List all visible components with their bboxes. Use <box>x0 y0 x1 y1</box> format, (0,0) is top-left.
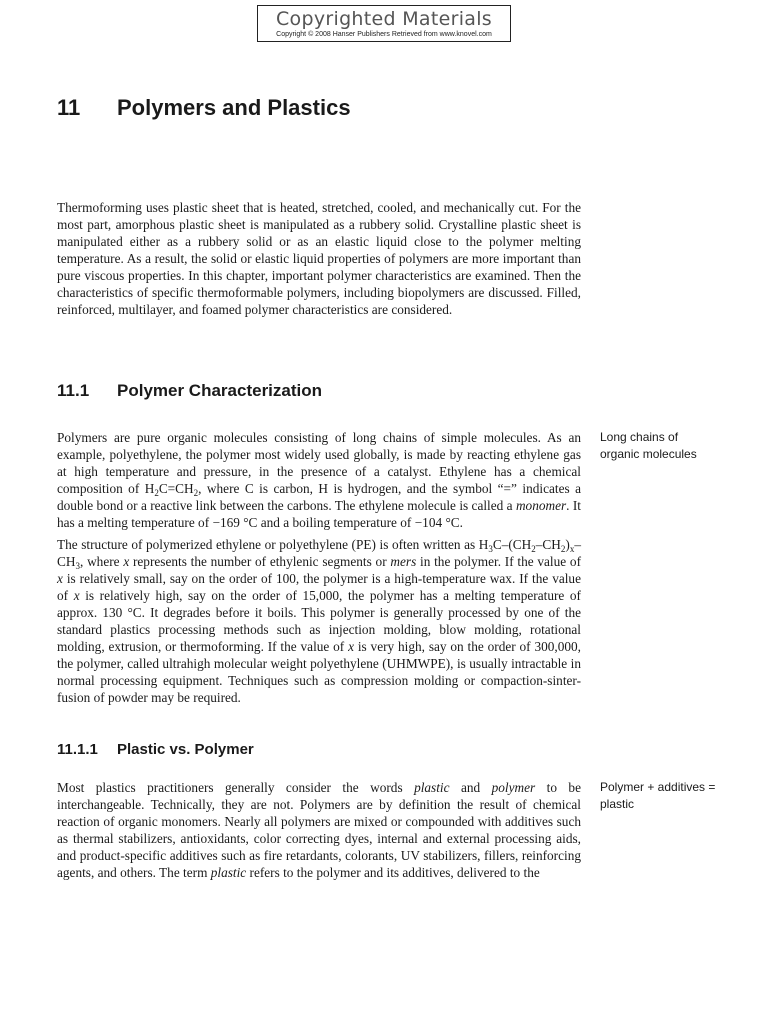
section-heading <box>57 381 322 401</box>
chapter-number: 11 <box>57 95 81 120</box>
margin-note-long-chains: Long chains of organic molecules <box>600 430 697 461</box>
subsection-heading <box>57 741 254 758</box>
section-paragraph-2: The structure of polymerized ethylene or polyethylene (PE) is often written as $H_3C-(CH_2-CH_2)_x-CH_3$, where x represents the number of ethylenic segments or mers in the polymer. If the value of x is relatively small, say on the order of 100, the polymer is a high-temperature wax. If the value of x is relatively high, say on the order of 15,000, the polymer has a melting temperature of approx. 130 °C. It degrades before it boils. This polymer is generally processed by one of the standard plastics processing methods such as injection molding, blow molding, rotational molding, extrusion, or thermoforming. If the value of x is very high, say on the order of 300,000, the polymer, called ultrahigh molecular weight polyethylene (UHMWPE), is usually intractable in normal processing equipment. Techniques such as compression molding or compaction-sinter-fusion of powder may be required. <box>57 537 582 705</box>
copyright-stamp <box>257 5 511 42</box>
intro-paragraph: Thermoforming uses plastic sheet that is heated, stretched, cooled, and mechanically cut. For the most part, amorphous plastic sheet is manipulated as a rubbery solid. Crystalline plastic sheet is manipulated either as a rubbery solid or as an elastic liquid close to the polymer melting temperature. As a result, the solid or elastic liquid properties of polymers are more important than pure viscous properties. In this chapter, important polymer characteristics are examined. Then the characteristics of specific thermoformable polymers, including biopolymers are discussed. Filled, reinforced, multilayer, and foamed polymer characteristics are considered. <box>57 200 581 317</box>
stamp-subtitle: Copyright © 2008 Hanser Publishers Retrieved from www.knovel.com <box>276 31 492 38</box>
chapter-heading <box>57 95 351 121</box>
section-paragraph-1: Polymers are pure organic molecules consisting of long chains of simple molecules. As an example, polyethylene, the polymer most widely used globally, is made by reacting ethylene gas at high temperature and pressure, in the presence of a catalyst. Ethylene has a chemical composition of $H_2C=CH_2$, where C is carbon, H is hydrogen, and the symbol “=” indicates a double bond or a reactive link between the carbons. The ethylene molecule is called a monomer. It has a melting temperature of −169 °C and a boiling temperature of −104 °C. <box>57 430 582 530</box>
subsection-number: 11.1.1 <box>57 741 98 758</box>
margin-note-polymer-additives: Polymer + additives = plastic <box>600 780 716 811</box>
section-title: Polymer Characterization <box>117 381 323 400</box>
stamp-title: Copyrighted Materials <box>275 8 492 30</box>
subsection-title: Plastic vs. Polymer <box>117 741 254 758</box>
section-number: 11.1 <box>57 381 90 400</box>
chapter-title: Polymers and Plastics <box>117 95 351 120</box>
subsection-paragraph: Most plastics practitioners generally consider the words plastic and polymer to be interchangeable. Technically, they are not. Polymers are by definition the result of chemical reaction of organic monomers. Nearly all polymers are mixed or compounded with additives such as thermal stabilizers, antioxidants, color correcting dyes, internal and external processing aids, and product-specific additives such as fire retardants, colorants, UV stabilizers, fillers, reinforcing agents, and others. The term plastic refers to the polymer and its additives, delivered to the <box>57 780 581 880</box>
